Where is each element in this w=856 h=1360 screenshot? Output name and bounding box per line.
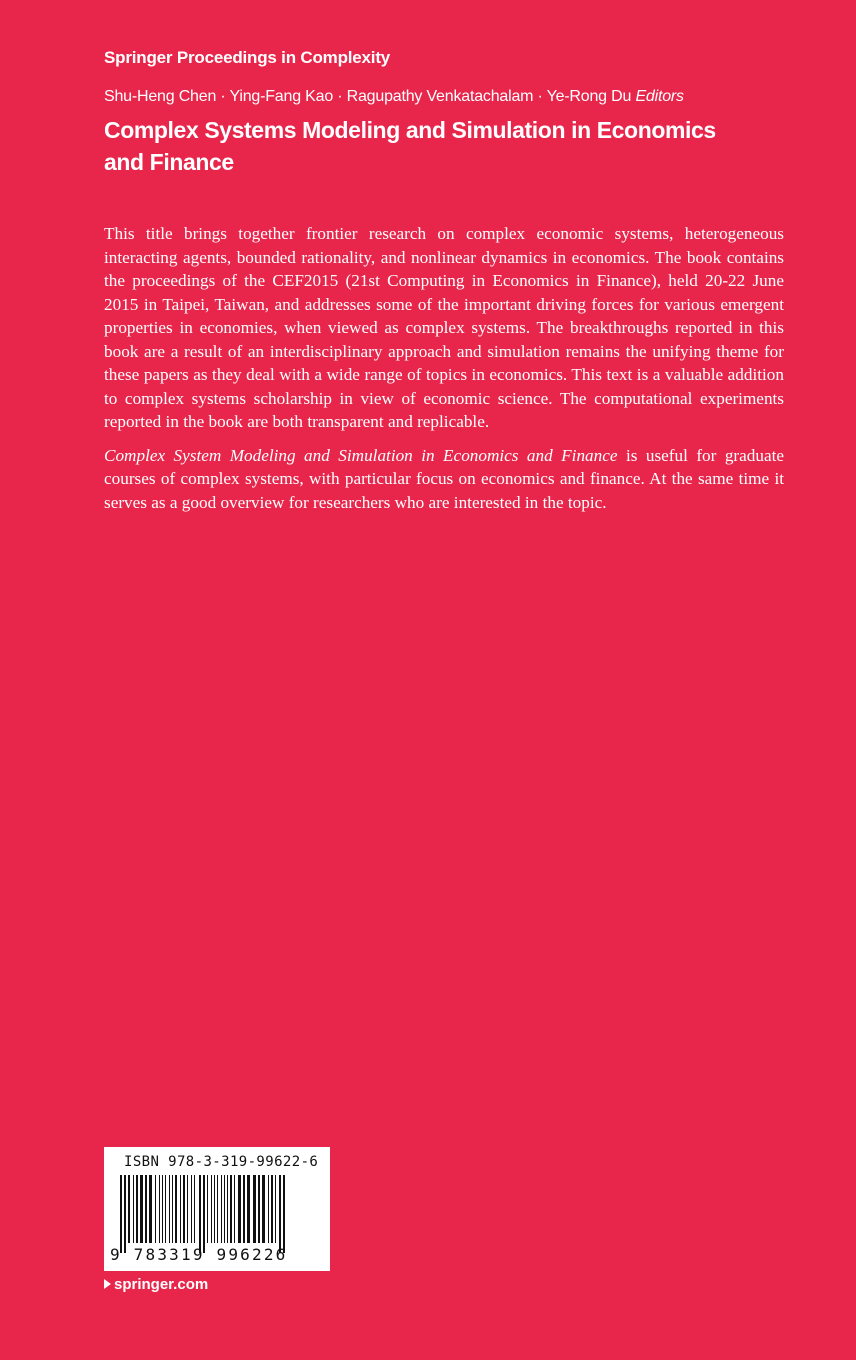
barcode-bar bbox=[275, 1175, 276, 1243]
series-name: Springer Proceedings in Complexity bbox=[104, 48, 391, 67]
barcode-bar bbox=[214, 1175, 215, 1243]
barcode-bar bbox=[230, 1175, 232, 1243]
barcode-bar bbox=[217, 1175, 218, 1243]
book-description bbox=[104, 222, 784, 524]
book-title: Complex Systems Modeling and Simulation in Economics and Finance bbox=[104, 117, 716, 175]
description-paragraph-1: This title brings together frontier research on complex economic systems, heterogeneous interacting agents, bounded rationality, and nonlinear dynamics in economics. The book contains the proceedings of the CEF2015 (21st Computing in Economics in Finance), held 20-22 June 2015 in Taipei, Taiwan, and addresses some of the important driving forces for various emergent properties in economies, when viewed as complex systems. The breakthroughs reported in this book are a result of an interdisciplinary approach and simulation remains the unifying theme for these papers as they deal with a wide range of topics in economics. This text is a valuable addition to complex systems scholarship in view of economic science. The computational experiments reported in the book are both transparent and replicable. bbox=[104, 224, 784, 431]
barcode-bar bbox=[258, 1175, 260, 1243]
barcode-bar bbox=[187, 1175, 188, 1243]
barcode-bar bbox=[149, 1175, 152, 1243]
barcode-bar bbox=[238, 1175, 241, 1243]
barcode-bar bbox=[140, 1175, 143, 1243]
barcode-bar bbox=[268, 1175, 269, 1243]
isbn-barcode-box bbox=[104, 1147, 330, 1271]
barcode-bar bbox=[271, 1175, 273, 1243]
publisher-website-label: springer.com bbox=[114, 1276, 209, 1293]
barcode-bar bbox=[165, 1175, 166, 1243]
barcode-bar bbox=[234, 1175, 235, 1243]
barcode-bar bbox=[279, 1175, 281, 1253]
barcode-bar bbox=[243, 1175, 245, 1243]
barcode-bar bbox=[207, 1175, 208, 1243]
description-paragraph-2-text: is useful for graduate courses of complex systems, with particular focus on economics and finance. At the same time it serves as a good overview for researchers who are interested in the topic. bbox=[104, 445, 784, 512]
ean-digits: 9 783319 996226 bbox=[110, 1245, 288, 1264]
barcode-bar bbox=[175, 1175, 177, 1243]
barcode-bar bbox=[199, 1175, 201, 1253]
barcode-bar bbox=[262, 1175, 265, 1243]
barcode-bar bbox=[180, 1175, 181, 1243]
barcode-bar bbox=[221, 1175, 222, 1243]
barcode-bar bbox=[136, 1175, 138, 1243]
barcode-bar bbox=[124, 1175, 126, 1253]
barcode-bars bbox=[114, 1175, 320, 1253]
barcode-bar bbox=[169, 1175, 170, 1243]
description-title-ref: Complex System Modeling and Simulation in Economics and Finance bbox=[104, 445, 618, 465]
barcode-bar bbox=[155, 1175, 156, 1243]
editors-line bbox=[104, 88, 684, 106]
description-paragraph-2 bbox=[104, 444, 784, 515]
barcode-bar bbox=[133, 1175, 134, 1243]
barcode-bar bbox=[203, 1175, 205, 1253]
barcode-bar bbox=[172, 1175, 173, 1243]
barcode-bar bbox=[283, 1175, 285, 1253]
publisher-website[interactable] bbox=[104, 1276, 208, 1293]
barcode-bar bbox=[120, 1175, 122, 1253]
barcode-bar bbox=[211, 1175, 212, 1243]
barcode-bar bbox=[162, 1175, 163, 1243]
barcode-bar bbox=[194, 1175, 195, 1243]
barcode-bar bbox=[145, 1175, 147, 1243]
barcode-bar bbox=[224, 1175, 225, 1243]
isbn-label: ISBN 978-3-319-99622-6 bbox=[124, 1154, 319, 1170]
barcode-bar bbox=[253, 1175, 256, 1243]
editor-role: Editors bbox=[635, 88, 684, 105]
barcode-bar bbox=[159, 1175, 160, 1243]
barcode-bar bbox=[128, 1175, 130, 1243]
arrow-right-icon bbox=[104, 1279, 111, 1289]
editor-names: Shu-Heng Chen · Ying-Fang Kao · Ragupathy Venkatachalam · Ye-Rong Du bbox=[104, 88, 632, 105]
barcode-bar bbox=[247, 1175, 250, 1243]
barcode-bar bbox=[227, 1175, 228, 1243]
barcode-bar bbox=[191, 1175, 192, 1243]
barcode-bar bbox=[183, 1175, 185, 1243]
